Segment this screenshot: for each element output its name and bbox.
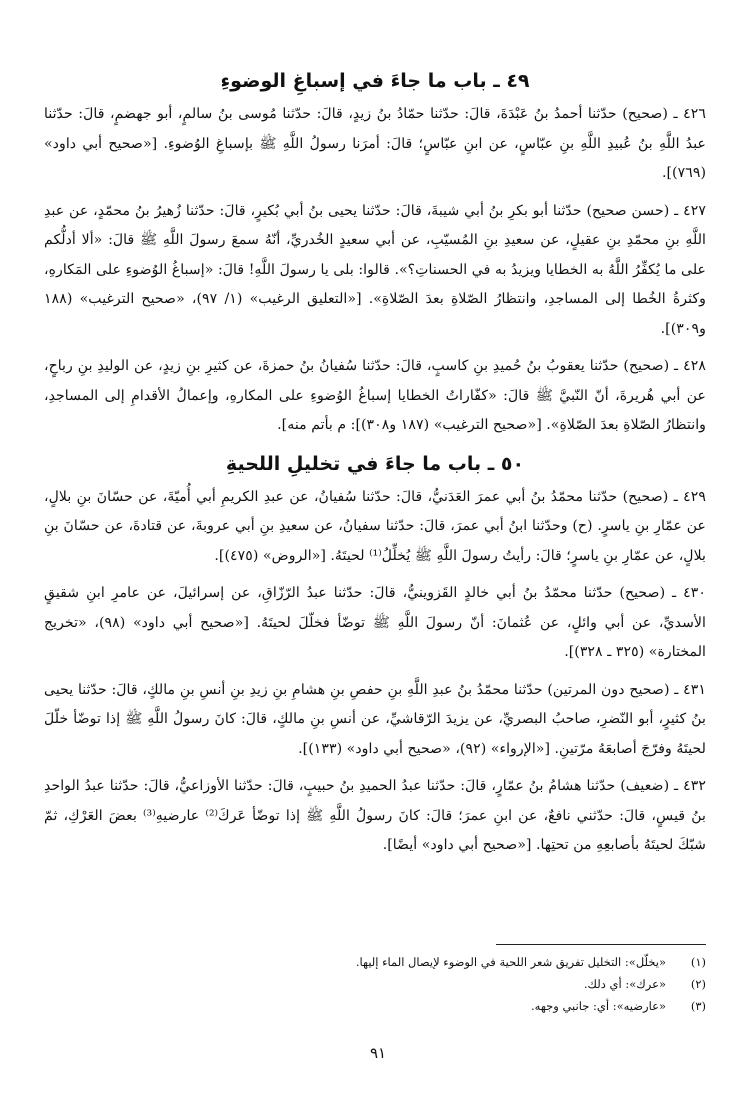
footnote-text: «عرك»: أي دلك. [583, 977, 666, 991]
footnote-2 [44, 973, 706, 995]
footnote-text: «عارضيه»: أي: جانبي وجهه. [531, 999, 666, 1013]
footnote-3 [44, 995, 706, 1017]
hadith-430: ٤٣٠ ـ (صحيح) حدّثنا محمّدُ بنُ أبي خالدٍ القَزوينيُّ، قالَ: حدّثنا عبدُ الرّزّاقِ، عن إسرائيلَ، عن عامرِ ابنِ شقيقٍ الأسديِّ، عن أبي وائلٍ، عن عُثمانَ: أنّ رسولَ اللَّهِ ﷺ توضّأ فخلّلَ لحيتَهُ. [«صحيح أبي داود» (٩٨)، «تخريج المختارة» (٣٢٥ ـ ٣٢٨)]. [44, 585, 706, 660]
footnote-number: (٢) [690, 977, 706, 991]
hadith-427: ٤٢٧ ـ (حسن صحيح) حدّثنا أبو بكرِ بنُ أبي شيبةَ، قالَ: حدّثنا يحيى بنُ أبي بُكيرٍ، قالَ: حدّثنا زُهيرُ بنُ محمّدٍ، عن عبدِ اللَّهِ بنِ محمّدِ بنِ عقيلٍ، عن سعيدِ بنِ المُسيّبِ، عن أبي سعيدٍ الخُدريِّ، أنّهُ سمعَ رسولَ اللَّهِ ﷺ قالَ: «ألا أدلُّكم على ما يُكفِّرُ اللَّهُ به الخطايا ويزيدُ به في الحسناتِ؟». قالوا: بلى يا رسولَ اللَّهِ! قالَ: «إسباغُ الوُضوءِ على المَكارهِ، وكثرةُ الخُطا إلى المساجدِ، وانتظارُ الصّلاةِ بعدَ الصّلاةِ». [«التعليق الرغيب» (١/ ٩٧)، «صحيح الترغيب» (١٨٨ و٣٠٩)]. [44, 202, 706, 337]
footnote-number: (١) [690, 955, 706, 969]
hadith-426: ٤٢٦ ـ (صحيح) حدّثنا أحمدُ بنُ عَبْدَةَ، قالَ: حدّثنا حمّادُ بنُ زيدٍ، قالَ: حدّثنا مُوسى بنُ سالمٍ، أبو جهضمٍ، قالَ: حدّثنا عبدُ اللَّهِ بنُ عُبيدِ اللَّهِ بنِ عبّاسٍ، عن ابنِ عبّاسٍ؛ قالَ: أمرَنا رسولُ اللَّهِ ﷺ بإسباغِ الوُضوءِ. [«صحيح أبي داود» (٧٦٩)]. [44, 106, 706, 181]
hadith-431: ٤٣١ ـ (صحيح دون المرتين) حدّثنا محمّدُ بنُ عبدِ اللَّهِ بنِ حفصِ بنِ هشامِ بنِ زيدِ بنِ أنسِ بنِ مالكٍ، قالَ: حدّثنا يحيى بنُ كثيرٍ، أبو النّضرِ، صاحبُ البصريِّ، عن يزيدَ الرّقاشيِّ، عن أنسِ بنِ مالكٍ، قالَ: كانَ رسولُ اللَّهِ ﷺ إذا توضّأ خلّلَ لحيتَهُ وفرّجَ أصابعَهُ مرّتينِ. [«الإرواء» (٩٢)، «صحيح أبي داود» (١٣٣)]. [44, 681, 706, 757]
footnote-1 [44, 951, 706, 973]
hadith-429: ٤٢٩ ـ (صحيح) حدّثنا محمّدُ بنُ أبي عمرَ العَدَنيُّ، قالَ: حدّثنا سُفيانُ، عن عبدِ الكريمِ أبي أُميّةَ، عن حسّانَ بنِ بلالٍ، عن عمّارِ بنِ ياسرٍ. (ح) وحدّثنا ابنُ أبي عمرَ، قالَ: حدّثنا سفيانُ، عن سعيدِ بنِ أبي عروبةَ، عن قتادةَ، عن حسّانَ بنِ بلالٍ، عن عمّارِ بنِ ياسرٍ؛ قالَ: رأيتُ رسولَ اللَّهِ ﷺ يُخلِّلُ⁽¹⁾ لحيتَهُ. [«الروض» (٤٧٥)]. [44, 488, 706, 564]
footnote-divider [496, 944, 706, 945]
footnote-number: (٣) [690, 999, 706, 1013]
footnote-text: «يخلّل»: التخليل تفريق شعر اللحية في الوضوء لإيصال الماء إليها. [355, 955, 666, 969]
footnotes [44, 944, 706, 1017]
hadith-432: ٤٣٢ ـ (ضعيف) حدّثنا هشامُ بنُ عمّارٍ، قالَ: حدّثنا عبدُ الحميدِ بنُ حبيبٍ، قالَ: حدّثنا الأوزاعيُّ، قالَ: حدّثنا عبدُ الواحدِ بنُ قيسٍ، قالَ: حدّثني نافعٌ، عن ابنِ عمرَ؛ قالَ: كانَ رسولُ اللَّهِ ﷺ إذا توضّأ عَركَ⁽²⁾ عارضيهِ⁽³⁾ بعضَ العَرْكِ، ثمّ شبّكَ لحيتَهُ بأصابعِهِ من تحتِها. [«صحيح أبي داود» أيضًا]. [44, 778, 706, 853]
chapter-heading: ٥٠ ـ باب ما جاءَ في تخليلِ اللحيةِ [225, 452, 525, 475]
hadith-428: ٤٢٨ ـ (صحيح) حدّثنا يعقوبُ بنُ حُميدِ بنِ كاسبٍ، قالَ: حدّثنا سُفيانُ بنُ حمزةَ، عن كثيرِ بنِ زيدٍ، عن الوليدِ بنِ رباحٍ، عن أبي هُريرةَ، أنّ النّبيَّ ﷺ قالَ: «كفّاراتُ الخطايا إسباغُ الوُضوءِ على المكارهِ، وإعمالُ الأقدامِ إلى المساجدِ، وانتظارُ الصّلاةِ بعدَ الصّلاةِ». [«صحيح الترغيب» (١٨٧ و٣٠٨)]: م بأتم منه]. [44, 358, 706, 433]
page-number: ٩١ [369, 1044, 387, 1062]
chapter-heading: ٤٩ ـ باب ما جاءَ في إسباغِ الوضوءِ [220, 70, 530, 92]
